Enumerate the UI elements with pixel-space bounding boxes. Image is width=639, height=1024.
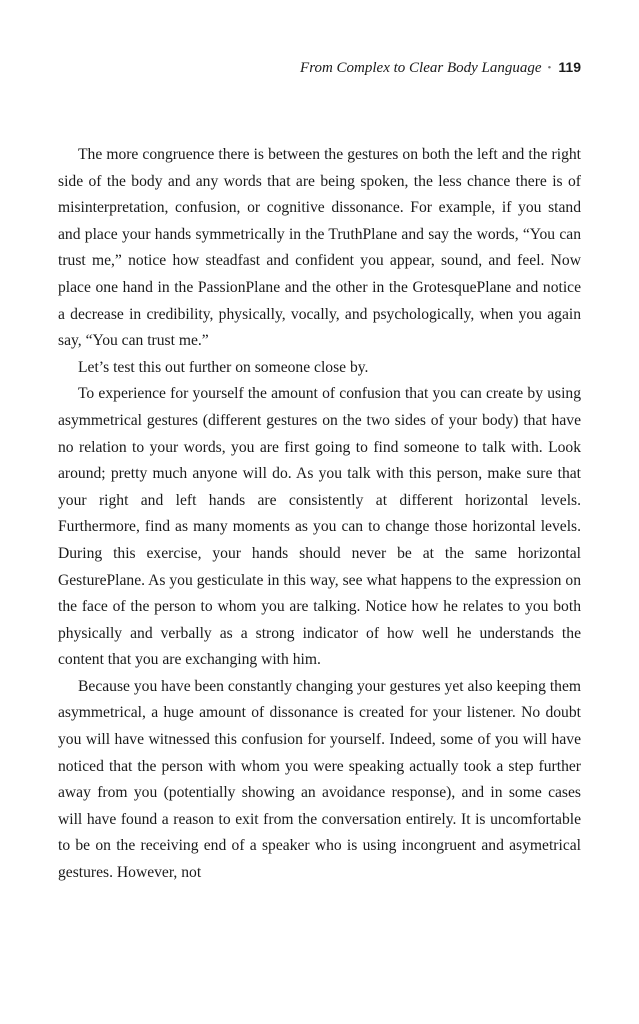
chapter-title: From Complex to Clear Body Language (300, 60, 542, 76)
page-number: 119 (558, 59, 581, 75)
paragraph: Because you have been constantly changing your gestures yet also keeping them asymmetrical, a huge amount of dissonance is created for your listener. No doubt you will have witnessed this confusion for yourself. Indeed, some of you will have noticed that the person with whom you were speaking actually took a step further away from you (potentially showing an avoidance response), and in some cases will have found a reason to exit from the conversation entirely. It is uncomfortable to be on the receiving end of a speaker who is using incongruent and asymetrical gestures. However, not (58, 677, 581, 882)
paragraph: The more congruence there is between the gestures on both the left and the right side of the body and any words that are being spoken, the less chance there is of misinterpretation, confusion, or cognitive dissonance. For example, if you stand and place your hands symmetrically in the TruthPlane and say the words, “You can trust me,” notice how steadfast and confident you appear, sound, and feel. Now place one hand in the PassionPlane and the other in the GrotesquePlane and notice a decrease in credibility, physically, vocally, and psychologically, when you again say, “You can trust me.” (58, 146, 581, 350)
running-head (300, 57, 581, 78)
paragraph: To experience for yourself the amount of confusion that you can create by using asymmetrical gestures (different gestures on the two sides of your body) that have no relation to your words, you are first going to find someone to talk with. Look around; pretty much anyone will do. As you talk with this person, make sure that your right and left hands are consistently at different horizontal levels. Furthermore, find as many moments as you can to change those horizontal levels. During this exercise, your hands should never be at the same horizontal GesturePlane. As you gesticulate in this way, see what happens to the expression on the face of the person to whom you are talking. Notice how he relates to you both physically and verbally as a strong indicator of how well he understands the content that you are exchanging with him. (58, 385, 581, 669)
paragraph: Let’s test this out further on someone close by. (78, 358, 369, 376)
bullet-separator: • (547, 62, 552, 74)
body-text (58, 142, 581, 887)
